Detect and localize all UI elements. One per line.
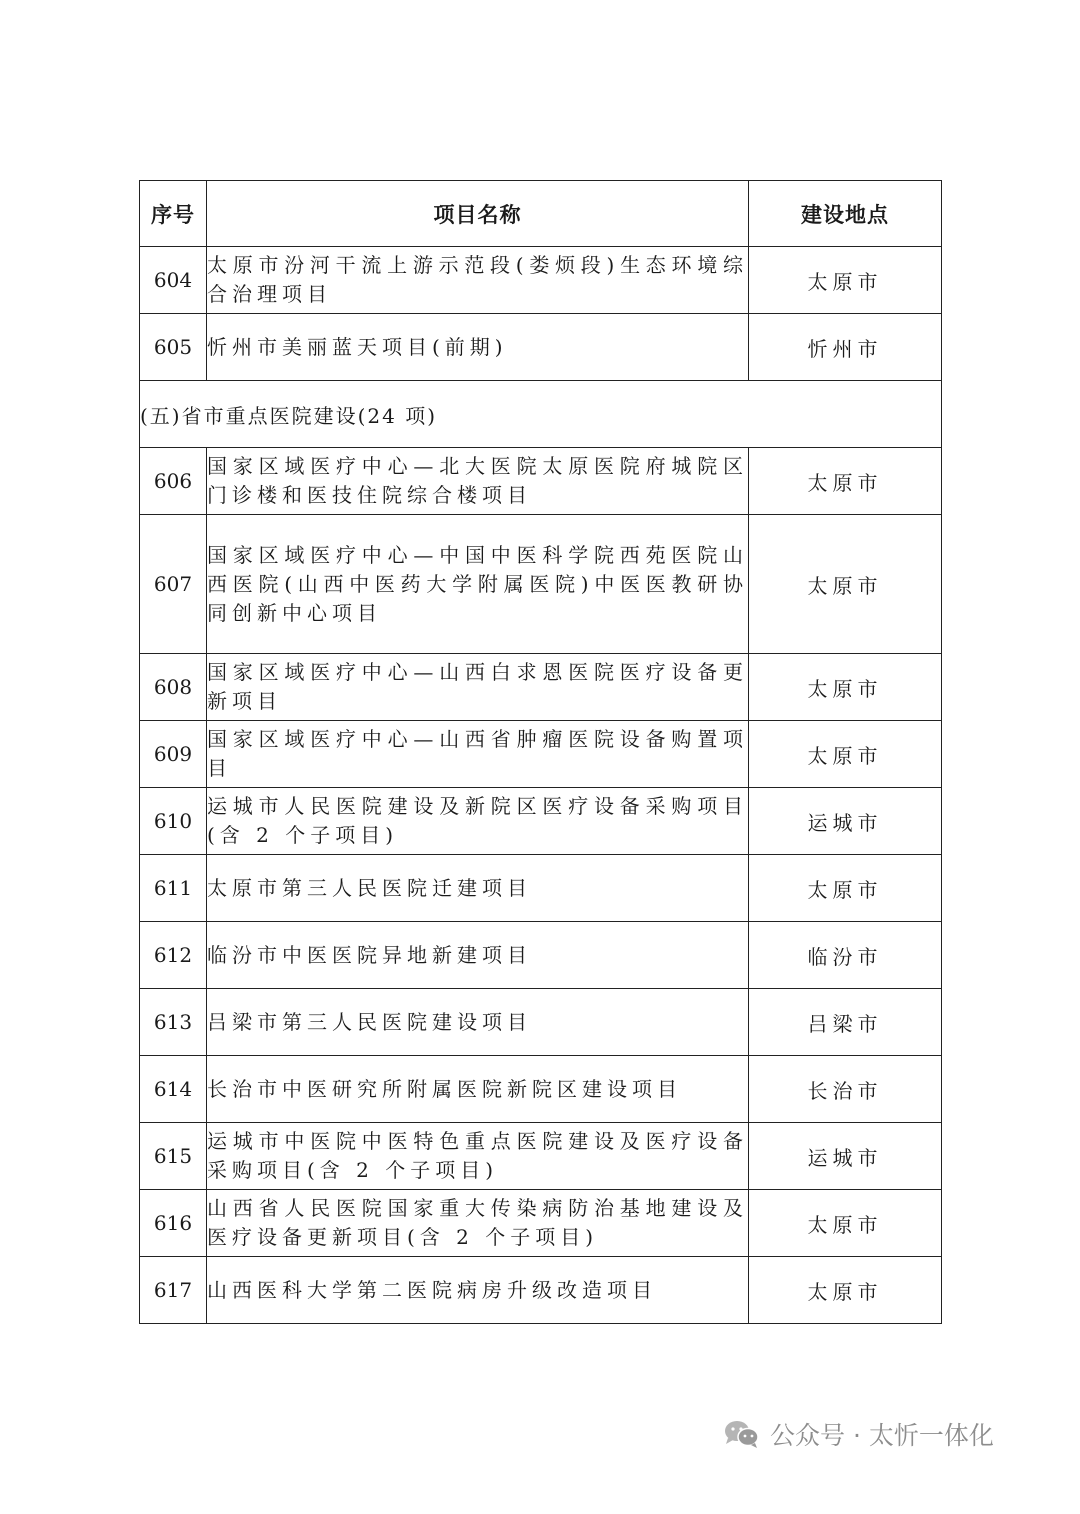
row-num: 606: [140, 448, 207, 515]
row-location: 太原市: [749, 1257, 942, 1324]
row-name: 长治市中医研究所附属医院新院区建设项目: [207, 1056, 749, 1123]
row-name: 山西省人民医院国家重大传染病防治基地建设及医疗设备更新项目(含 2 个子项目): [207, 1190, 749, 1257]
row-num: 611: [140, 855, 207, 922]
row-location: 太原市: [749, 654, 942, 721]
table-row: [140, 1123, 942, 1190]
wechat-icon: [722, 1418, 762, 1450]
row-name: 太原市汾河干流上游示范段(娄烦段)生态环境综合治理项目: [207, 247, 749, 314]
watermark-text: 公众号 · 太忻一体化: [770, 1421, 994, 1450]
table-row: [140, 247, 942, 314]
row-location: 太原市: [749, 247, 942, 314]
row-num: 612: [140, 922, 207, 989]
row-name: 山西医科大学第二医院病房升级改造项目: [207, 1257, 749, 1324]
section-row: [140, 381, 942, 448]
row-num: 613: [140, 989, 207, 1056]
row-num: 604: [140, 247, 207, 314]
row-num: 614: [140, 1056, 207, 1123]
table-row: [140, 855, 942, 922]
table-row: [140, 1056, 942, 1123]
row-location: 运城市: [749, 1123, 942, 1190]
row-location: 太原市: [749, 1190, 942, 1257]
section-heading: (五)省市重点医院建设(24 项): [140, 381, 942, 448]
header-location: 建设地点: [749, 181, 942, 247]
header-name: 项目名称: [207, 181, 749, 247]
row-location: 忻州市: [749, 314, 942, 381]
row-name: 国家区域医疗中心—北大医院太原医院府城院区门诊楼和医技住院综合楼项目: [207, 448, 749, 515]
watermark: [722, 1416, 994, 1452]
table-row: [140, 721, 942, 788]
table-header-row: [140, 181, 942, 247]
row-name: 国家区域医疗中心—山西省肿瘤医院设备购置项目: [207, 721, 749, 788]
row-name: 临汾市中医医院异地新建项目: [207, 922, 749, 989]
row-num: 617: [140, 1257, 207, 1324]
row-location: 吕梁市: [749, 989, 942, 1056]
header-num: 序号: [140, 181, 207, 247]
row-name: 国家区域医疗中心—山西白求恩医院医疗设备更新项目: [207, 654, 749, 721]
row-location: 运城市: [749, 788, 942, 855]
table-row: [140, 654, 942, 721]
table-row: [140, 448, 942, 515]
row-name: 太原市第三人民医院迁建项目: [207, 855, 749, 922]
row-num: 605: [140, 314, 207, 381]
row-num: 616: [140, 1190, 207, 1257]
table-row: [140, 788, 942, 855]
table-row: [140, 1257, 942, 1324]
table-row: [140, 922, 942, 989]
table-row: [140, 1190, 942, 1257]
row-name: 吕梁市第三人民医院建设项目: [207, 989, 749, 1056]
row-name: 国家区域医疗中心—中国中医科学院西苑医院山西医院(山西中医药大学附属医院)中医医教研协同创新中心项目: [207, 515, 749, 654]
project-table: [139, 180, 942, 1324]
table-row: [140, 314, 942, 381]
row-num: 607: [140, 515, 207, 654]
table-row: [140, 515, 942, 654]
row-name: 运城市人民医院建设及新院区医疗设备采购项目(含 2 个子项目): [207, 788, 749, 855]
row-num: 615: [140, 1123, 207, 1190]
table-row: [140, 989, 942, 1056]
row-num: 610: [140, 788, 207, 855]
row-num: 608: [140, 654, 207, 721]
row-location: 太原市: [749, 855, 942, 922]
row-location: 临汾市: [749, 922, 942, 989]
row-location: 太原市: [749, 721, 942, 788]
row-location: 太原市: [749, 515, 942, 654]
row-location: 太原市: [749, 448, 942, 515]
row-location: 长治市: [749, 1056, 942, 1123]
row-name: 运城市中医院中医特色重点医院建设及医疗设备采购项目(含 2 个子项目): [207, 1123, 749, 1190]
row-num: 609: [140, 721, 207, 788]
row-name: 忻州市美丽蓝天项目(前期): [207, 314, 749, 381]
